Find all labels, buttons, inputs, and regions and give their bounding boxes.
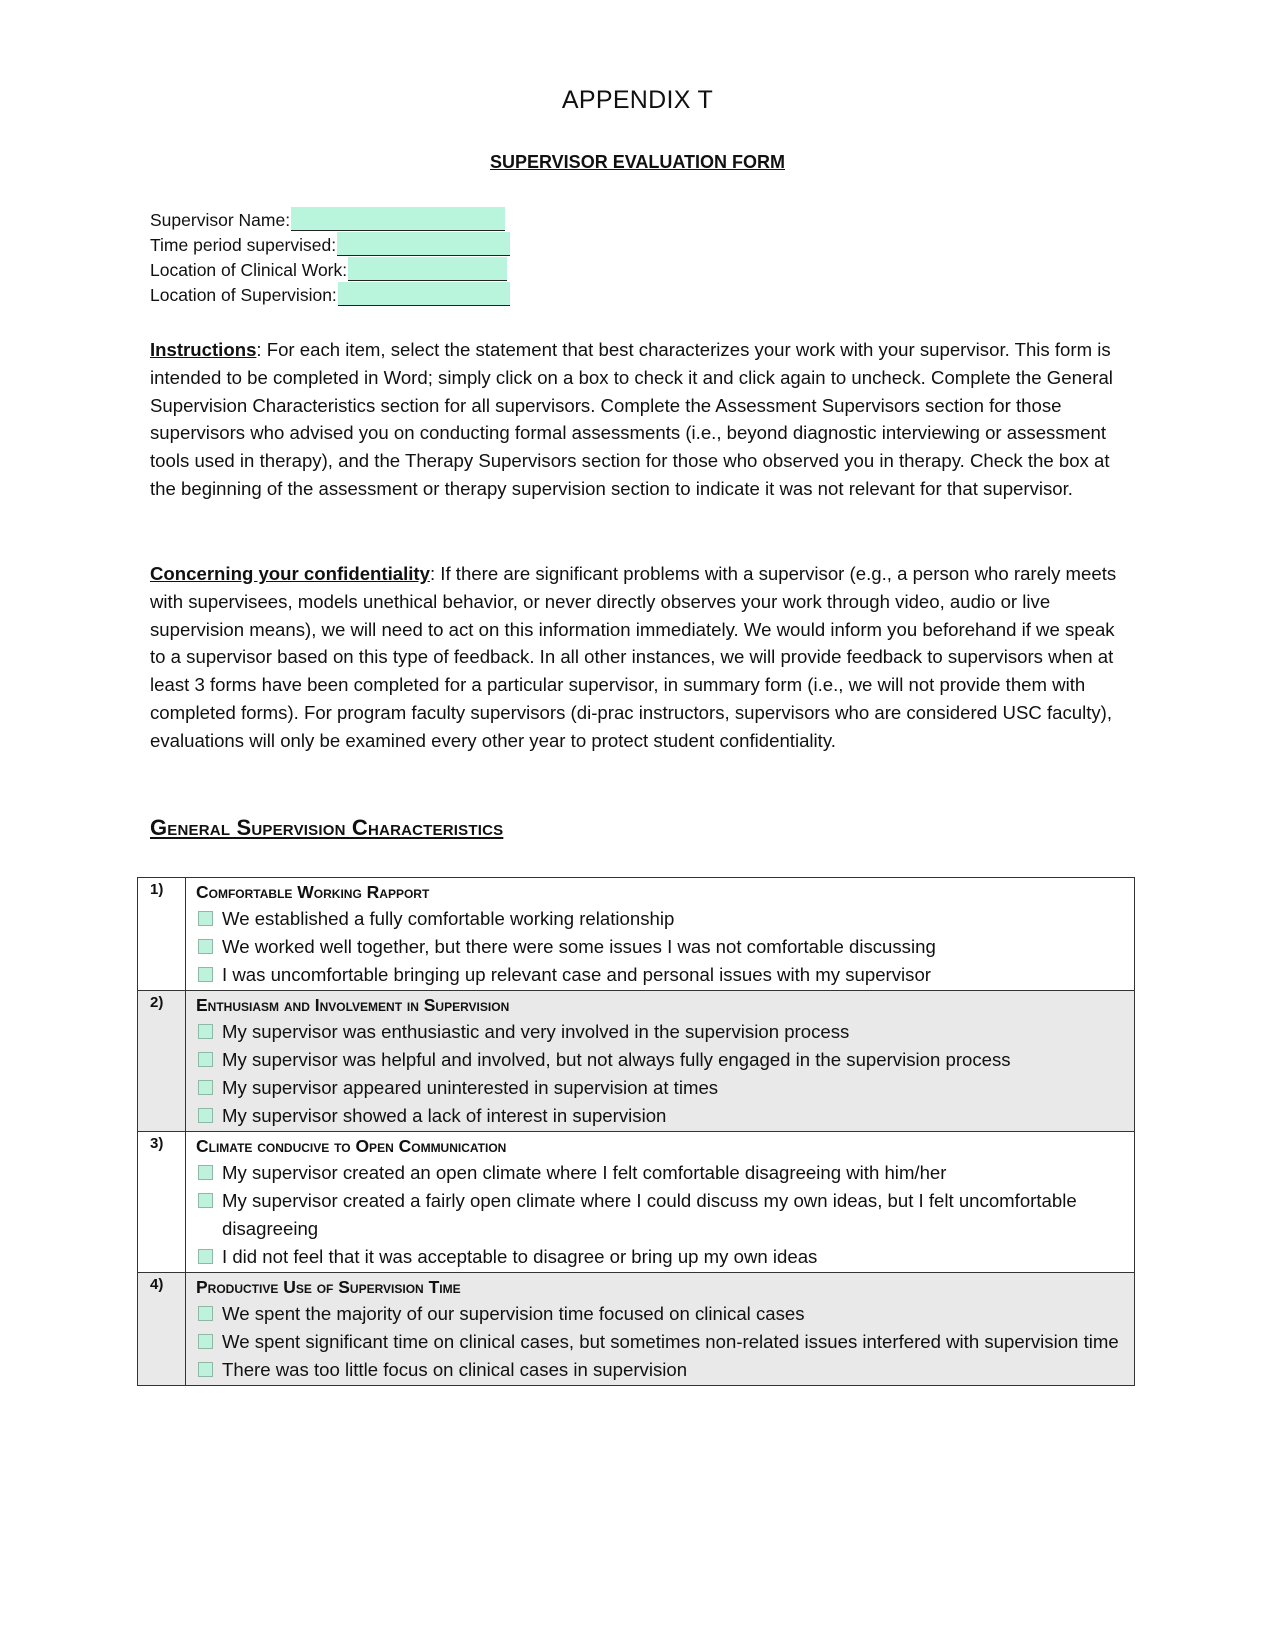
time-period-row — [150, 231, 510, 256]
option-text: I was uncomfortable bringing up relevant case and personal issues with my supervisor — [222, 964, 931, 985]
checkbox[interactable] — [198, 1249, 213, 1264]
option — [196, 1300, 1126, 1328]
item-number: 1) — [138, 878, 186, 991]
supervisor-info-fields — [150, 206, 510, 306]
checkbox[interactable] — [198, 1080, 213, 1095]
evaluation-items-table — [137, 877, 1135, 1386]
checkbox[interactable] — [198, 1024, 213, 1039]
time-period-label: Time period supervised: — [150, 235, 337, 255]
form-title: SUPERVISOR EVALUATION FORM — [489, 152, 786, 172]
option — [196, 961, 1126, 989]
option-text: My supervisor showed a lack of interest in supervision — [222, 1105, 667, 1126]
option — [196, 1328, 1126, 1356]
checkbox[interactable] — [198, 1362, 213, 1377]
option-text: We spent significant time on clinical cases, but sometimes non-related issues interfered with supervision time — [222, 1331, 1119, 1352]
checkbox[interactable] — [198, 1052, 213, 1067]
appendix-heading: APPENDIX T — [561, 86, 714, 114]
item-number: 3) — [138, 1132, 186, 1273]
instructions-paragraph — [150, 336, 1130, 503]
checkbox[interactable] — [198, 967, 213, 982]
supervision-location-field[interactable] — [338, 282, 510, 306]
supervisor-name-field[interactable] — [291, 207, 505, 231]
confidentiality-heading: Concerning your confidentiality — [150, 563, 430, 584]
section-title: General Supervision Characteristics — [150, 815, 504, 840]
checkbox[interactable] — [198, 1306, 213, 1321]
item-title: Productive Use of Supervision Time — [196, 1277, 461, 1297]
supervisor-name-label: Supervisor Name: — [150, 210, 291, 230]
checkbox[interactable] — [198, 1334, 213, 1349]
supervision-location-label: Location of Supervision: — [150, 285, 337, 305]
checkbox[interactable] — [198, 911, 213, 926]
option — [196, 1046, 1126, 1074]
option-text: My supervisor created an open climate where I felt comfortable disagreeing with him/her — [222, 1162, 947, 1183]
item-title: Comfortable Working Rapport — [196, 882, 430, 902]
option-text: We spent the majority of our supervision time focused on clinical cases — [222, 1303, 805, 1324]
option-text: My supervisor created a fairly open climate where I could discuss my own ideas, but I felt uncomfortable disagreeing — [222, 1190, 1077, 1239]
confidentiality-text: : If there are significant problems with a supervisor (e.g., a person who rarely meets with supervisees, models unethical behavior, or never directly observes your work through video, audio or live supervision means), we will need to act on this information immediately. We would inform you beforehand if we speak to a supervisor based on this type of feedback. In all other instances, we will provide feedback to supervisors when at least 3 forms have been completed for a particular supervisor, in summary form (i.e., we will not provide them with completed forms). For program faculty supervisors (di-prac instructors, supervisors who are considered USC faculty), evaluations will only be examined every other year to protect student confidentiality. — [150, 563, 1117, 751]
clinical-location-field[interactable] — [348, 257, 507, 281]
clinical-location-label: Location of Clinical Work: — [150, 260, 348, 280]
option-text: We established a fully comfortable working relationship — [222, 908, 675, 929]
option-text: We worked well together, but there were some issues I was not comfortable discussing — [222, 936, 936, 957]
option — [196, 1159, 1126, 1187]
checkbox[interactable] — [198, 939, 213, 954]
item-row — [138, 991, 1135, 1132]
option — [196, 1187, 1126, 1243]
checkbox[interactable] — [198, 1193, 213, 1208]
item-title: Climate conducive to Open Communication — [196, 1136, 507, 1156]
item-number: 2) — [138, 991, 186, 1132]
checkbox[interactable] — [198, 1108, 213, 1123]
time-period-field[interactable] — [337, 232, 510, 256]
option-text: I did not feel that it was acceptable to disagree or bring up my own ideas — [222, 1246, 818, 1267]
option — [196, 1356, 1126, 1384]
checkbox[interactable] — [198, 1165, 213, 1180]
option-text: My supervisor appeared uninterested in supervision at times — [222, 1077, 719, 1098]
item-content — [186, 878, 1135, 991]
option — [196, 1018, 1126, 1046]
clinical-location-row — [150, 256, 510, 281]
item-row — [138, 1132, 1135, 1273]
item-content — [186, 1273, 1135, 1386]
item-content — [186, 991, 1135, 1132]
supervision-location-row — [150, 281, 510, 306]
item-title: Enthusiasm and Involvement in Supervision — [196, 995, 510, 1015]
option — [196, 1102, 1126, 1130]
supervisor-name-row — [150, 206, 510, 231]
option — [196, 1074, 1126, 1102]
confidentiality-paragraph — [150, 560, 1130, 755]
instructions-text: : For each item, select the statement that best characterizes your work with your supervisor. This form is intended to be completed in Word; simply click on a box to check it and click again to uncheck. Complete the General Supervision Characteristics section for all supervisors. Complete the Assessment Supervisors section for those supervisors who advised you on conducting formal assessments (i.e., beyond diagnostic interviewing or assessment tools used in therapy), and the Therapy Supervisors section for those who observed you in therapy. Check the box at the beginning of the assessment or therapy supervision section to indicate it was not relevant for that supervisor. — [150, 339, 1113, 499]
item-row — [138, 878, 1135, 991]
instructions-heading: Instructions — [150, 339, 257, 360]
option-text: My supervisor was enthusiastic and very involved in the supervision process — [222, 1021, 850, 1042]
item-row — [138, 1273, 1135, 1386]
option — [196, 933, 1126, 961]
option — [196, 1243, 1126, 1271]
item-content — [186, 1132, 1135, 1273]
option-text: My supervisor was helpful and involved, but not always fully engaged in the supervision process — [222, 1049, 1011, 1070]
option-text: There was too little focus on clinical cases in supervision — [222, 1359, 688, 1380]
item-number: 4) — [138, 1273, 186, 1386]
option — [196, 905, 1126, 933]
